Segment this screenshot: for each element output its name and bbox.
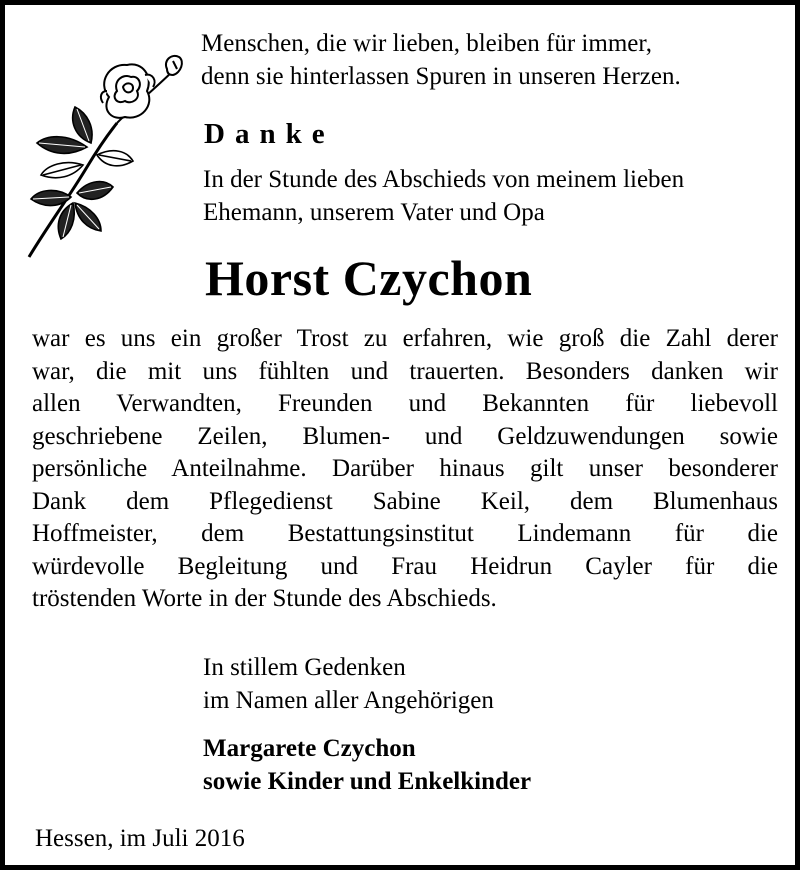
signatory-line: sowie Kinder und Enkelkinder bbox=[203, 768, 532, 795]
body-line: Hoffmeister, dem Bestattungsinstitut Lindemann für die bbox=[32, 520, 778, 547]
signatories bbox=[203, 732, 531, 798]
intro-line: In der Stunde des Abschieds von meinem lieben bbox=[203, 166, 685, 193]
closing-text bbox=[203, 651, 494, 717]
intro-text bbox=[203, 163, 684, 229]
body-line: geschriebene Zeilen, Blumen- und Geldzuwendungen sowie bbox=[32, 422, 778, 450]
body-line: würdevolle Begleitung und Frau Heidrun Cayler für die bbox=[32, 552, 778, 580]
body-line: persönliche Anteilnahme. Darüber hinaus gilt unser besonderer bbox=[32, 455, 778, 482]
body-line: allen Verwandten, Freunden und Bekannten für liebevoll bbox=[32, 390, 778, 417]
thanks-body bbox=[32, 323, 778, 616]
rose-icon bbox=[17, 47, 195, 259]
deceased-name: Horst Czychon bbox=[205, 250, 533, 306]
closing-line: In stillem Gedenken bbox=[203, 654, 406, 681]
quote-line: Menschen, die wir lieben, bleiben für immer, bbox=[201, 30, 652, 57]
body-line: Dank dem Pflegedienst Sabine Keil, dem Blumenhaus bbox=[32, 487, 778, 515]
thanks-heading: Danke bbox=[204, 118, 335, 150]
closing-line: im Namen aller Angehörigen bbox=[203, 687, 494, 714]
body-line: war, die mit uns fühlten und trauerten. Besonders danken wir bbox=[32, 357, 778, 385]
intro-line: Ehemann, unserem Vater und Opa bbox=[203, 199, 545, 226]
memorial-quote bbox=[201, 27, 681, 93]
signatory-line: Margarete Czychon bbox=[203, 735, 416, 762]
body-line: tröstenden Worte in der Stunde des Abschieds. bbox=[32, 585, 497, 612]
place-date: Hessen, im Juli 2016 bbox=[35, 825, 245, 852]
quote-line: denn sie hinterlassen Spuren in unseren Herzen. bbox=[201, 63, 681, 90]
body-line: war es uns ein großer Trost zu erfahren, wie groß die Zahl derer bbox=[32, 325, 778, 352]
